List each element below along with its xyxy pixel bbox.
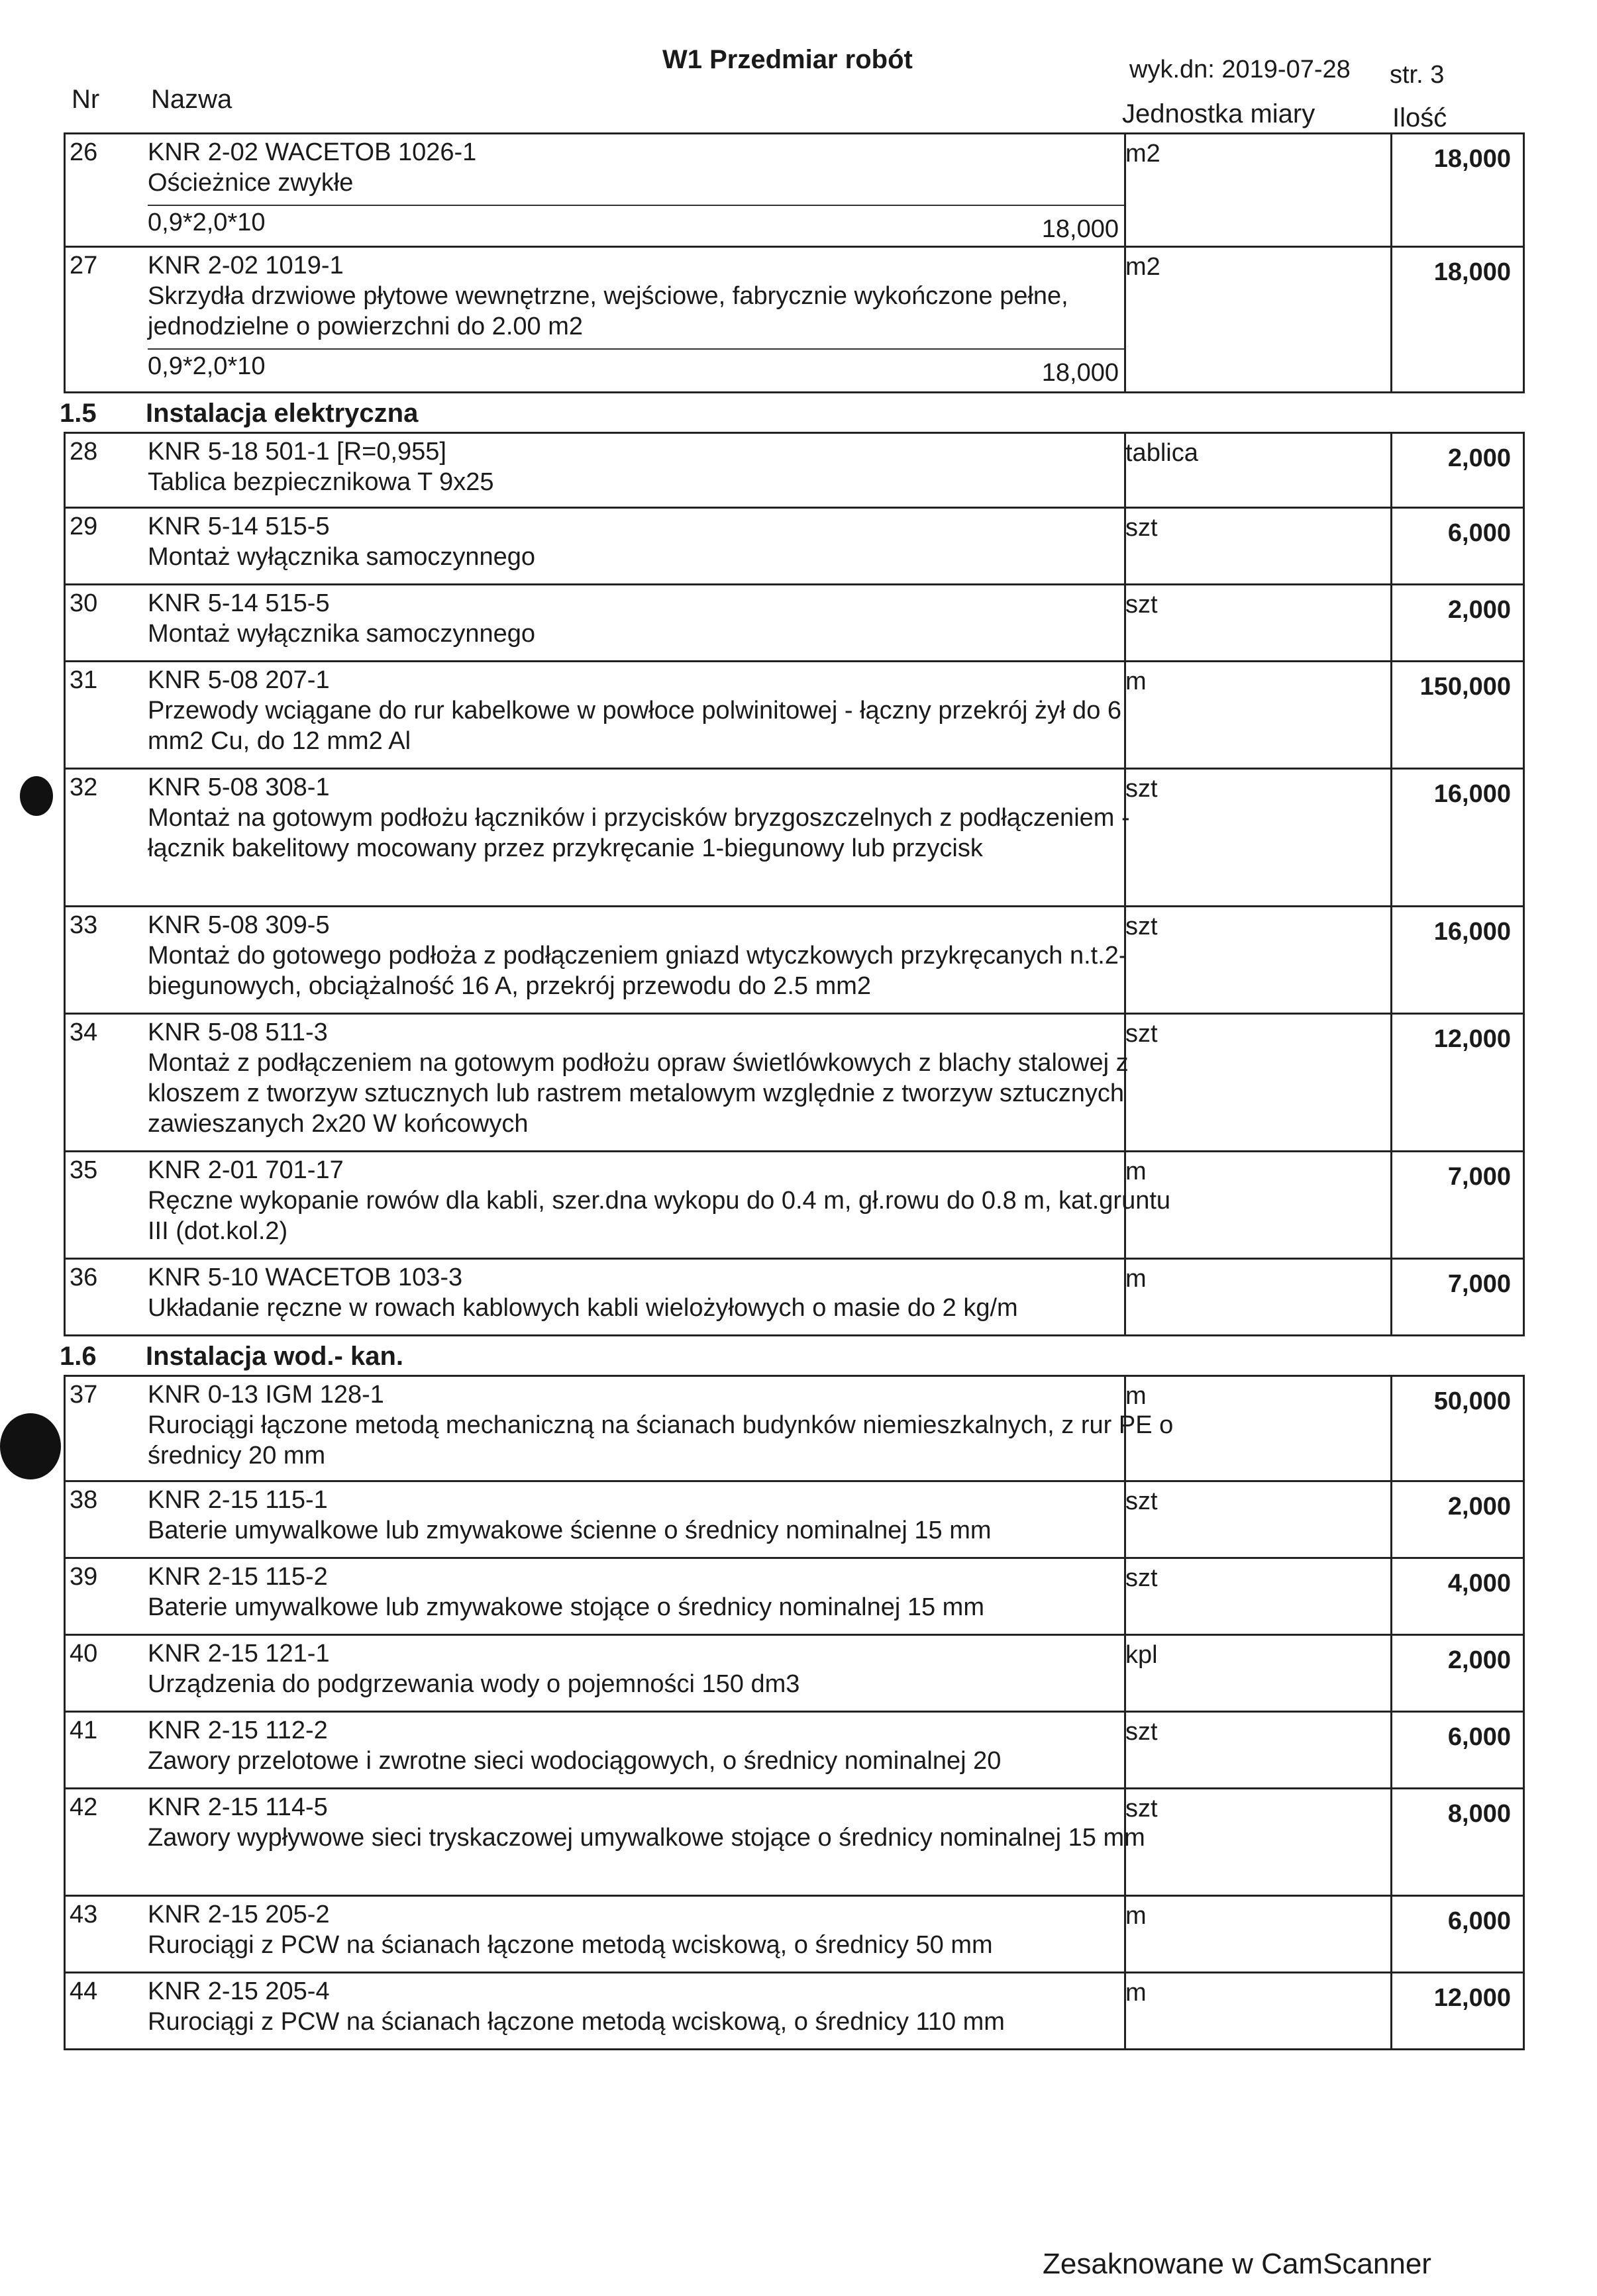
item-name: [148, 1638, 1181, 1699]
qty-column-divider: [1390, 1377, 1392, 1480]
item-number: 36: [70, 1264, 98, 1291]
item-code: KNR 5-14 515-5: [148, 589, 330, 617]
table-row: [64, 1636, 1525, 1713]
qty-column-divider: [1390, 1636, 1392, 1711]
calculation-result: 18,000: [1041, 215, 1119, 243]
document-date: wyk.dn: 2019-07-28: [1129, 56, 1351, 83]
item-description: Zawory przelotowe i zwrotne sieci wodociągowych, o średnicy nominalnej 20: [148, 1747, 1002, 1775]
section-number: 1.6: [60, 1342, 97, 1371]
item-number: 28: [70, 438, 98, 466]
section-heading: [60, 1336, 1525, 1375]
table-row: [64, 1713, 1525, 1789]
item-code: KNR 5-08 309-5: [148, 911, 330, 939]
item-code: KNR 2-02 1019-1: [148, 252, 344, 279]
quantity: 12,000: [1433, 1984, 1511, 2012]
item-number: 34: [70, 1019, 98, 1046]
item-description: Montaż wyłącznika samoczynnego: [148, 620, 536, 648]
quantity: 18,000: [1433, 145, 1511, 173]
item-name: [148, 436, 1181, 497]
item-description: Skrzydła drzwiowe płytowe wewnętrzne, wejściowe, fabrycznie wykończone pełne, jednodzielne o powierzchni do 2.00 m2: [148, 282, 1068, 340]
header-nr: Nr: [72, 85, 100, 114]
item-name: [148, 511, 1181, 572]
item-name: [148, 588, 1181, 649]
quantity: 12,000: [1433, 1025, 1511, 1053]
unit-of-measure: m: [1125, 1265, 1147, 1293]
item-number: 35: [70, 1156, 98, 1184]
measurement-table: [60, 132, 1525, 2050]
item-name: [148, 1562, 1181, 1622]
item-name: [148, 137, 1181, 198]
calculation-expression: 0,9*2,0*10: [148, 209, 266, 236]
qty-column-divider: [1390, 585, 1392, 660]
quantity: 8,000: [1447, 1800, 1511, 1828]
unit-of-measure: szt: [1125, 1487, 1158, 1515]
table-row: [64, 132, 1525, 248]
table-row: [64, 248, 1525, 393]
table-row: [64, 1559, 1525, 1636]
item-description: Ościeżnice zwykłe: [148, 169, 354, 197]
item-name: [148, 1715, 1181, 1776]
quantity: 2,000: [1447, 596, 1511, 624]
qty-column-divider: [1390, 1973, 1392, 2048]
calculation-expression: 0,9*2,0*10: [148, 352, 266, 380]
quantity: 150,000: [1419, 673, 1511, 701]
header-name: Nazwa: [151, 85, 232, 114]
item-description: Baterie umywalkowe lub zmywakowe ścienne o średnicy nominalnej 15 mm: [148, 1517, 992, 1544]
quantity: 2,000: [1447, 1646, 1511, 1674]
item-code: KNR 2-15 205-4: [148, 1977, 330, 2005]
qty-column-divider: [1390, 1260, 1392, 1334]
unit-of-measure: tablica: [1125, 439, 1198, 467]
qty-column-divider: [1390, 434, 1392, 507]
table-row: [64, 1015, 1525, 1152]
item-name: [148, 772, 1181, 864]
item-number: 30: [70, 589, 98, 617]
quantity: 16,000: [1433, 780, 1511, 808]
qty-column-divider: [1390, 1713, 1392, 1787]
item-number: 43: [70, 1901, 98, 1928]
item-description: Rurociągi z PCW na ścianach łączone metodą wciskową, o średnicy 110 mm: [148, 2008, 1005, 2036]
unit-of-measure: szt: [1125, 1564, 1158, 1592]
item-number: 33: [70, 911, 98, 939]
table-row: [64, 770, 1525, 907]
qty-column-divider: [1390, 1897, 1392, 1972]
item-name: [148, 1017, 1181, 1139]
calculation-result: 18,000: [1041, 359, 1119, 387]
item-number: 26: [70, 138, 98, 166]
item-name: [148, 1485, 1181, 1546]
item-number: 42: [70, 1793, 98, 1821]
unit-of-measure: m: [1125, 668, 1147, 695]
section-number: 1.5: [60, 399, 97, 428]
table-row: [64, 1260, 1525, 1336]
qty-column-divider: [1390, 1559, 1392, 1634]
item-number: 39: [70, 1563, 98, 1591]
table-row: [64, 432, 1525, 509]
header-qty: Ilość: [1392, 103, 1447, 132]
item-code: KNR 2-15 112-2: [148, 1717, 328, 1744]
item-name: [148, 1262, 1181, 1323]
section-heading: [60, 393, 1525, 432]
qty-column-divider: [1390, 1789, 1392, 1895]
item-description: Przewody wciągane do rur kabelkowe w powłoce polwinitowej - łączny przekrój żył do 6 mm2 Cu, do 12 mm2 Al: [148, 697, 1122, 755]
quantity: 2,000: [1447, 444, 1511, 472]
qty-column-divider: [1390, 1015, 1392, 1150]
item-description: Ręczne wykopanie rowów dla kabli, szer.dna wykopu do 0.4 m, gł.rowu do 0.8 m, kat.gruntu III (dot.kol.2): [148, 1187, 1171, 1245]
qty-column-divider: [1390, 134, 1392, 246]
item-code: KNR 2-15 121-1: [148, 1640, 330, 1668]
qty-column-divider: [1390, 662, 1392, 768]
qty-column-divider: [1390, 770, 1392, 905]
unit-of-measure: m: [1125, 1382, 1147, 1410]
qty-column-divider: [1390, 509, 1392, 583]
item-number: 29: [70, 513, 98, 540]
quantity: 6,000: [1447, 1907, 1511, 1935]
quantity: 7,000: [1447, 1270, 1511, 1298]
item-name: [148, 250, 1181, 342]
item-code: KNR 5-10 WACETOB 103-3: [148, 1264, 463, 1291]
table-row: [64, 509, 1525, 585]
item-description: Baterie umywalkowe lub zmywakowe stojące o średnicy nominalnej 15 mm: [148, 1593, 984, 1621]
unit-of-measure: m: [1125, 1158, 1147, 1185]
item-number: 37: [70, 1381, 98, 1409]
unit-of-measure: m2: [1125, 140, 1160, 168]
scanner-footer: Zesaknowane w CamScanner: [1043, 2248, 1431, 2280]
item-number: 32: [70, 774, 98, 801]
item-number: 31: [70, 666, 98, 694]
table-row: [64, 585, 1525, 662]
item-code: KNR 5-14 515-5: [148, 513, 330, 540]
item-code: KNR 5-18 501-1 [R=0,955]: [148, 438, 446, 466]
item-name: [148, 910, 1181, 1001]
item-number: 41: [70, 1717, 98, 1744]
item-code: KNR 2-15 205-2: [148, 1901, 330, 1928]
unit-of-measure: m2: [1125, 253, 1160, 281]
item-code: KNR 0-13 IGM 128-1: [148, 1381, 384, 1409]
unit-of-measure: kpl: [1125, 1641, 1158, 1669]
header-unit: Jednostka miary: [1122, 99, 1315, 128]
section-title: Instalacja elektryczna: [146, 399, 419, 428]
unit-of-measure: szt: [1125, 591, 1158, 619]
item-code: KNR 5-08 308-1: [148, 774, 330, 801]
item-description: Montaż wyłącznika samoczynnego: [148, 543, 536, 571]
quantity: 50,000: [1433, 1387, 1511, 1415]
item-name: [148, 665, 1181, 756]
quantity: 7,000: [1447, 1163, 1511, 1191]
item-name: [148, 1792, 1181, 1853]
unit-of-measure: m: [1125, 1979, 1147, 2007]
quantity: 16,000: [1433, 918, 1511, 946]
qty-column-divider: [1390, 1482, 1392, 1557]
item-name: [148, 1899, 1181, 1960]
unit-of-measure: szt: [1125, 913, 1158, 940]
qty-column-divider: [1390, 248, 1392, 391]
table-row: [64, 1482, 1525, 1559]
calculation-line: [148, 348, 1124, 385]
table-row: [64, 662, 1525, 770]
unit-of-measure: szt: [1125, 775, 1158, 803]
table-row: [64, 1973, 1525, 2050]
qty-column-divider: [1390, 1152, 1392, 1258]
item-description: Montaż z podłączeniem na gotowym podłożu opraw świetlówkowych z blachy stalowej z kloszem z tworzyw sztucznych lub rastrem metalowym względnie z tworzyw sztucznych zawieszanych 2x20 W końcowych: [148, 1049, 1129, 1138]
qty-column-divider: [1390, 907, 1392, 1013]
item-description: Urządzenia do podgrzewania wody o pojemności 150 dm3: [148, 1670, 800, 1698]
item-number: 38: [70, 1486, 98, 1514]
page-number: str. 3: [1390, 61, 1445, 89]
item-description: Montaż na gotowym podłożu łączników i przycisków bryzgoszczelnych z podłączeniem - łącznik bakelitowy mocowany przez przykręcanie 1-biegunowy lub przycisk: [148, 804, 1130, 862]
item-number: 44: [70, 1977, 98, 2005]
quantity: 18,000: [1433, 258, 1511, 286]
quantity: 6,000: [1447, 519, 1511, 547]
item-name: [148, 1976, 1181, 2037]
document-title: W1 Przedmiar robót: [662, 45, 913, 74]
unit-of-measure: szt: [1125, 514, 1158, 542]
quantity: 6,000: [1447, 1723, 1511, 1751]
section-title: Instalacja wod.- kan.: [146, 1342, 404, 1371]
item-code: KNR 5-08 511-3: [148, 1019, 328, 1046]
item-description: Rurociągi z PCW na ścianach łączone metodą wciskową, o średnicy 50 mm: [148, 1931, 993, 1959]
item-code: KNR 2-15 115-2: [148, 1563, 328, 1591]
item-code: KNR 2-15 114-5: [148, 1793, 328, 1821]
table-row: [64, 907, 1525, 1015]
unit-of-measure: szt: [1125, 1718, 1158, 1746]
punch-hole-mark: [20, 776, 53, 816]
item-number: 40: [70, 1640, 98, 1668]
item-code: KNR 5-08 207-1: [148, 666, 330, 694]
table-row: [64, 1897, 1525, 1973]
item-name: [148, 1379, 1181, 1471]
quantity: 4,000: [1447, 1570, 1511, 1597]
item-description: Tablica bezpiecznikowa T 9x25: [148, 468, 494, 496]
calculation-line: [148, 205, 1124, 242]
punch-hole-mark: [0, 1413, 61, 1479]
item-number: 27: [70, 252, 98, 279]
item-code: KNR 2-15 115-1: [148, 1486, 328, 1514]
quantity: 2,000: [1447, 1493, 1511, 1521]
item-name: [148, 1155, 1181, 1246]
item-description: Zawory wypływowe sieci tryskaczowej umywalkowe stojące o średnicy nominalnej 15 mm: [148, 1824, 1145, 1852]
unit-of-measure: szt: [1125, 1020, 1158, 1048]
item-description: Montaż do gotowego podłoża z podłączeniem gniazd wtyczkowych przykręcanych n.t.2-biegunowych, obciążalność 16 A, przekrój przewodu do 2.5 mm2: [148, 942, 1127, 1000]
item-code: KNR 2-02 WACETOB 1026-1: [148, 138, 477, 166]
table-row: [64, 1152, 1525, 1260]
item-code: KNR 2-01 701-17: [148, 1156, 344, 1184]
item-description: Rurociągi łączone metodą mechaniczną na ścianach budynków niemieszkalnych, z rur PE o średnicy 20 mm: [148, 1411, 1174, 1470]
table-row: [64, 1789, 1525, 1897]
table-row: [64, 1375, 1525, 1482]
unit-of-measure: szt: [1125, 1795, 1158, 1822]
item-description: Układanie ręczne w rowach kablowych kabli wielożyłowych o masie do 2 kg/m: [148, 1294, 1018, 1322]
unit-of-measure: m: [1125, 1902, 1147, 1930]
